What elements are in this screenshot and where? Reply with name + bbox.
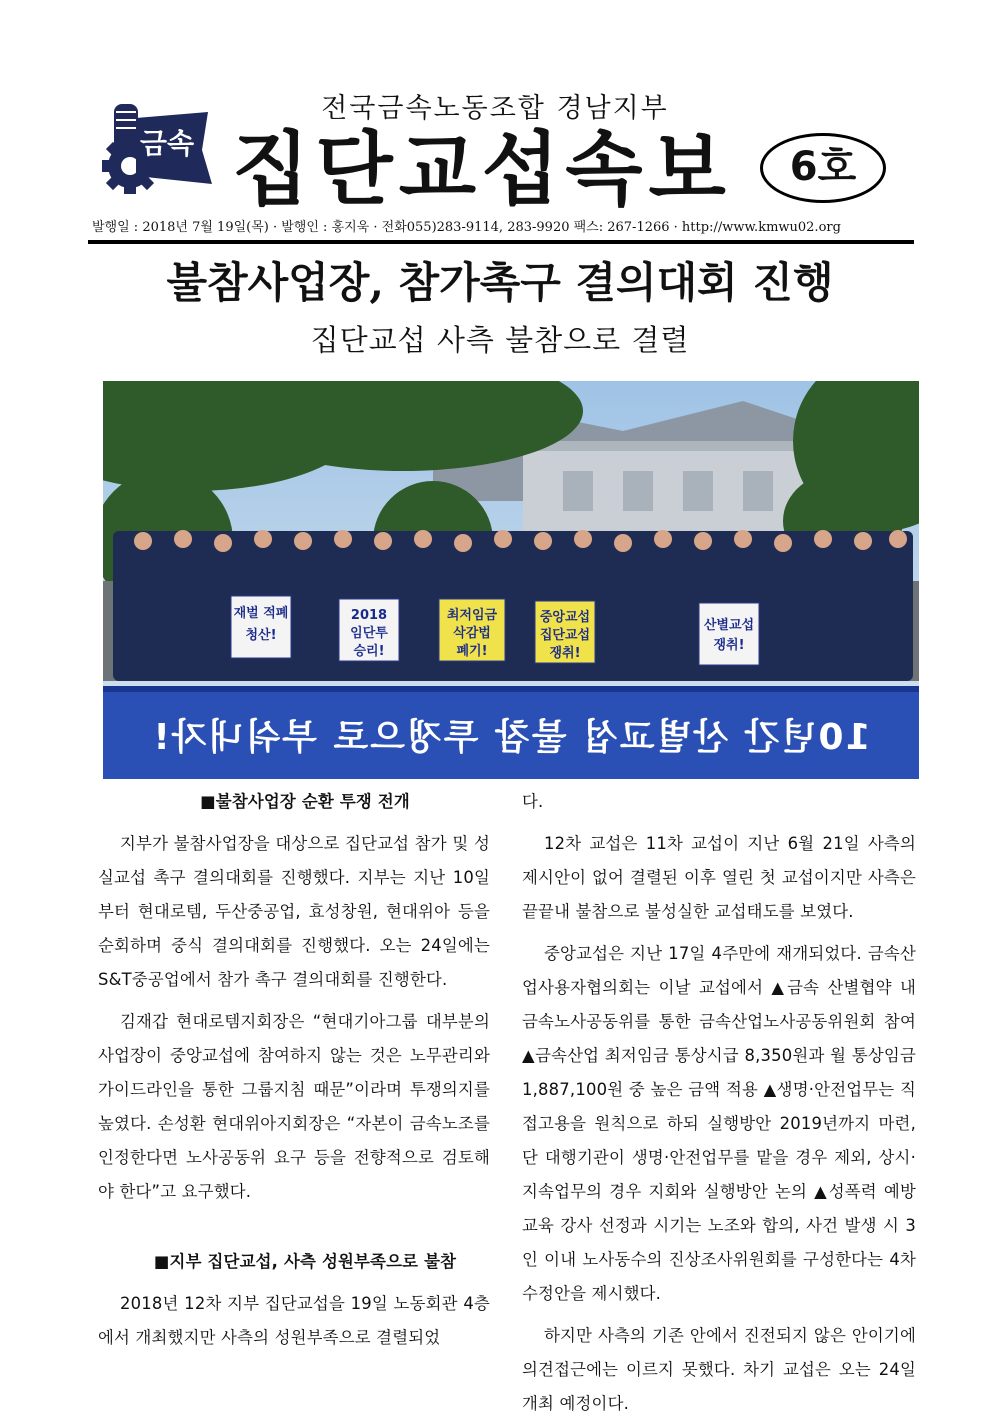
paragraph-5: 중앙교섭은 지난 17일 4주만에 재개되었다. 금속산업사용자협의회는 이날 교섭에서 ▲금속 산별협약 내 금속노사공동위를 통한 금속산업노사공동위원회 참여 ▲금속산업 최저임금 통상시급 8,350원과 월 통상임금 1,887,100원 중 높은 금액 적용 ▲생명·안전업무는 직접고용을 원칙으로 하되 실행방안 2019년까지 마련, 단 대행기관이 생명·안전업무를 맡을 경우 제외, 상시·지속업무의 경우 지회와 실행방안 논의 ▲성폭력 예방 교육 강사 선정과 시기는 노조와 합의, 사건 발생 시 3인 이내 노사동수의 진상조사위원회를 구성한다는 4차 수정안을 제시했다.	[522, 944, 916, 1303]
paragraph-4: 12차 교섭은 11차 교섭이 지난 6월 21일 사측의 제시안이 없어 결렬된 이후 열린 첫 교섭이지만 사측은 끝끝내 불참으로 불성실한 교섭태도를 보였다.	[522, 834, 916, 921]
left-column	[98, 785, 490, 1355]
svg-text:쟁취!: 쟁취!	[549, 646, 581, 661]
subheadline: 집단교섭 사측 불참으로 결렬	[310, 323, 690, 357]
paragraph-1: 지부가 불참사업장을 대상으로 집단교섭 참가 및 성실교섭 촉구 결의대회를 진행했다. 지부는 지난 10일부터 현대로템, 두산중공업, 효성창원, 현대위아 등을 순회하며 중식 결의대회를 진행했다. 오는 24일에는 S&T중공업에서 참가 촉구 결의대회를 진행한다.	[98, 834, 490, 989]
svg-text:최저임금: 최저임금	[446, 608, 498, 623]
svg-text:쟁취!: 쟁취!	[713, 638, 745, 653]
issue-badge: 6호	[760, 133, 886, 203]
svg-text:산별교섭: 산별교섭	[703, 618, 755, 633]
svg-text:집단교섭: 집단교섭	[539, 628, 591, 643]
union-logo	[96, 98, 214, 198]
section-title-2: ■지부 집단교섭, 사측 성원부족으로 불참	[153, 1252, 457, 1271]
paragraph-6: 하지만 사측의 기존 안에서 진전되지 않은 안이기에 의견접근에는 이르지 못했다. 차기 교섭은 오는 24일 개최 예정이다.	[522, 1326, 916, 1413]
svg-text:중앙교섭: 중앙교섭	[539, 610, 591, 625]
svg-text:청산!: 청산!	[245, 628, 277, 643]
bulletin-title: 집단교섭속보	[232, 123, 732, 216]
paragraph-2: 김재갑 현대로템지회장은 “현대기아그룹 대부분의 사업장이 중앙교섭에 참여하지 않는 것은 노무관리와 가이드라인을 통한 그룹지침 때문”이라며 투쟁의지를 높였다. 손성환 현대위아지회장은 “자본이 금속노조를 인정한다면 노사공동위 요구 등을 전향적으로 검토해야 한다”고 요구했다.	[98, 1012, 490, 1201]
section-title-1: ■불참사업장 순환 투쟁 전개	[200, 792, 410, 811]
sign-1: 재벌 적폐	[233, 606, 289, 621]
svg-text:폐기!: 폐기!	[456, 644, 488, 659]
union-name: 전국금속노동조합 경남지부	[321, 93, 669, 124]
rally-photo	[103, 381, 919, 779]
svg-text:삭감법: 삭감법	[453, 626, 491, 641]
svg-text:승리!: 승리!	[353, 644, 385, 659]
svg-text:2018: 2018	[350, 608, 388, 623]
svg-text:임단투: 임단투	[350, 626, 388, 641]
publication-meta: 발행일 : 2018년 7월 19일(목) · 발행인 : 홍지욱 · 전화055)283-9114, 283-9920 팩스: 267-1266 · http://www.kmwu02.org	[92, 220, 841, 235]
headline: 불참사업장, 참가촉구 결의대회 진행	[166, 258, 834, 307]
paragraph-3: 2018년 12차 지부 집단교섭을 19일 노동회관 4층에서 개최했지만 사측의 성원부족으로 결렬되었	[98, 1294, 490, 1347]
svg-text:10년간 산별교섭 불참 투쟁으로 부숴내자!: 10년간 산별교섭 불참 투쟁으로 부숴내자!	[151, 717, 871, 758]
logo-text: 금속	[140, 127, 195, 160]
paragraph-3-continued: 다.	[522, 792, 544, 811]
header-rule	[88, 240, 914, 244]
right-column	[522, 785, 916, 1421]
